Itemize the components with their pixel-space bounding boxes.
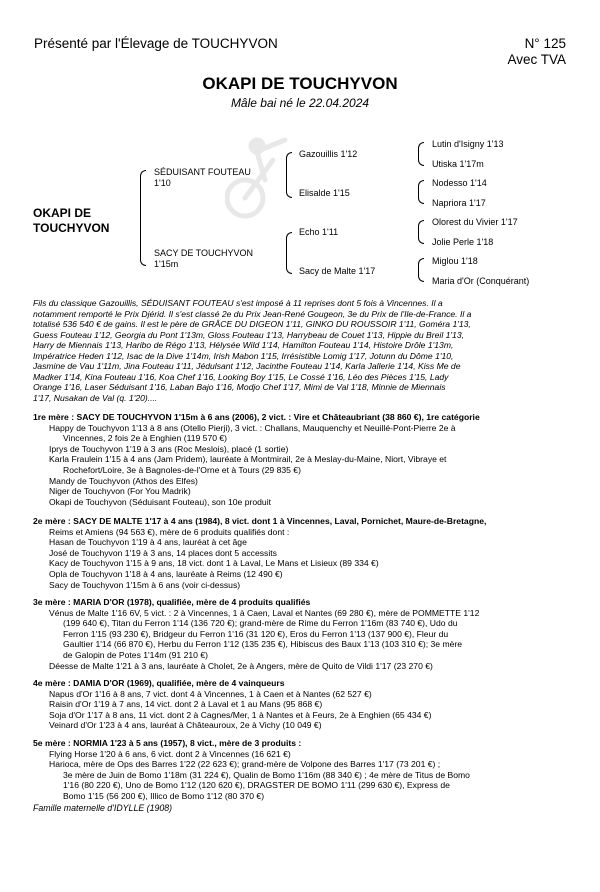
sire-sire: Gazouillis 1'12 <box>299 149 358 159</box>
list-item: Vénus de Malte 1'16 6V, 5 vict. : 2 à Vincennes, 1 à Caen, Laval et Nantes (69 280 €), mère de POMMETTE 1'12 <box>49 607 480 618</box>
list-item: Déesse de Malte 1'21 à 3 ans, lauréate à Cholet, 2e à Angers, mère de Quito de Vildi 1'17 (23 270 €) <box>49 660 433 671</box>
birth-info: Mâle bai né le 22.04.2024 <box>230 96 370 110</box>
maternal-section-4 <box>33 678 567 731</box>
intro-line: Impératrice Heden 1'12, Isac de la Dive 1'14m, Irish Mabon 1'15, Irrésistible Lomig 1'17, Jotunn du Dôme 1'10, <box>33 350 454 361</box>
section-heading: 5e mère : NORMIA 1'23 à 5 ans (1957), 8 vict., mère de 3 produits : <box>33 738 302 748</box>
section-heading: 2e mère : SACY DE MALTE 1'17 à 4 ans (1984), 8 vict. dont 1 à Vincennes, Laval, Pornichet, Maure-de-Bretagne, <box>33 516 487 526</box>
maternal-section-2 <box>33 516 567 590</box>
sire-record: 1'10 <box>154 178 171 188</box>
list-item: Kacy de Touchyvon 1'15 à 9 ans, 18 vict. dont 1 à Laval, Le Mans et Lisieux (89 334 €) <box>49 558 379 569</box>
list-item: Reims et Amiens (94 563 €), mère de 6 produits qualifiés dont : <box>49 526 290 537</box>
pedigree-brace <box>140 170 146 266</box>
tva-label: Avec TVA <box>507 52 566 67</box>
dam-dam: Sacy de Malte 1'17 <box>299 266 376 276</box>
maternal-section-1 <box>33 412 567 507</box>
intro-line: Guess Fouteau 1'12, Georgia du Pont 1'13m, Gloss Fouteau 1'13, Harrybeau de Couet 1'13, Hippie du Breil 1'13, <box>33 329 464 340</box>
gg-0: Lutin d'Isigny 1'13 <box>432 139 504 149</box>
list-item: 3e mère de Juin de Bomo 1'18m (31 224 €), Qualin de Bomo 1'16m (88 340 €) ; 4e mère de Titus de Bomo <box>63 769 470 780</box>
gg-5: Jolie Perle 1'18 <box>432 237 494 247</box>
dam-brace <box>286 232 292 274</box>
maternal-section-3 <box>33 597 567 671</box>
gg-brace-4 <box>418 258 424 282</box>
harness-racing-sulky-icon <box>225 132 295 224</box>
sire-dam: Elisalde 1'15 <box>299 188 350 198</box>
gg-7: Maria d'Or (Conquérant) <box>432 276 530 286</box>
list-item: Niger de Touchyvon (For You Madrik) <box>49 486 191 497</box>
list-item: Bomo 1'15 (56 200 €), Illico de Bomo 1'12 (80 370 €) <box>63 790 265 801</box>
list-item: Sacy de Touchyvon 1'15m à 6 ans (voir ci-dessus) <box>49 579 241 590</box>
list-item: Vincennes, 2 fois 2e à Enghien (119 570 €) <box>63 433 228 444</box>
list-item: Veinard d'Or 1'23 à 4 ans, lauréat à Châteauroux, 2e à Vichy (10 049 €) <box>49 720 322 731</box>
maternal-family-note: Famille maternelle d'IDYLLE (1908) <box>33 803 173 813</box>
presenter-text: Présenté par l'Élevage de TOUCHYVON <box>34 36 278 51</box>
gg-3: Napriora 1'17 <box>432 198 486 208</box>
section-heading: 3e mère : MARIA D'OR (1978), qualifiée, mère de 4 produits qualifiés <box>33 597 311 607</box>
sire-name: SÉDUISANT FOUTEAU <box>154 167 251 177</box>
list-item: Flying Horse 1'20 à 6 ans, 6 vict. dont 2 à Vincennes (16 621 €) <box>49 748 291 759</box>
gg-brace-3 <box>418 220 424 244</box>
maternal-section-5 <box>33 738 567 802</box>
intro-line: Harry de Miennais 1'13, Haribo de Régo 1'13, Hélysée Wild 1'14, Hamilton Fouteau 1'14, Histoire Drôle 1'13m, <box>33 340 454 350</box>
list-item: Hasan de Touchyvon 1'19 à 4 ans, lauréat à cet âge <box>49 537 247 548</box>
list-item: Harioca, mère de Ops des Barres 1'22 (22 623 €); grand-mère de Volpone des Barres 1'17 (73 201 €) ; <box>49 759 441 770</box>
lot-number: N° 125 <box>524 36 566 51</box>
list-item: Karla Fraulein 1'15 à 4 ans (Jam Pridem), lauréate à Montmirail, 2e à Meslay-du-Maine, Niort, Vibraye et <box>49 454 447 465</box>
list-item: Opla de Touchyvon 1'18 à 4 ans, lauréate à Reims (12 490 €) <box>49 568 283 579</box>
gg-4: Olorest du Vivier 1'17 <box>432 217 518 227</box>
intro-line: 1'17, Nusakan de Val (q. 1'20).... <box>33 392 158 403</box>
list-item: Gaultier 1'14 (66 870 €), Herbu du Ferron 1'12 (135 235 €), Hibiscus des Baux 1'13 (103 310 €); 3e mère <box>63 639 463 650</box>
list-item: Rochefort/Loire, 3e à Bagnoles-de-l'Orne et à Tours (29 835 €) <box>63 464 301 475</box>
gg-brace-2 <box>418 180 424 204</box>
list-item: 1'16 (80 220 €), Uno de Bomo 1'12 (120 620 €), DRAGSTER DE BOMO 1'11 (299 630 €), Express de <box>63 780 450 791</box>
list-item: de Galopin de Potes 1'14m (91 210 €) <box>63 649 208 660</box>
page-title: OKAPI DE TOUCHYVON <box>202 74 398 93</box>
list-item: Ferron 1'15 (93 230 €), Bridgeur du Ferron 1'16 (31 120 €), Eros du Ferron 1'13 (137 900 €), Fleur du <box>63 628 449 639</box>
horse-name-line1: OKAPI DE <box>33 206 92 220</box>
intro-line: Orange 1'16, Laser Séduisant 1'16, Laban Bajo 1'16, Modjo Chef 1'17, Mimi de Val 1'18, Minnie de Miennais <box>33 382 446 392</box>
list-item: Iprys de Touchyvon 1'19 à 3 ans (Roc Meslois), placé (1 sortie) <box>49 443 289 454</box>
dam-record: 1'15m <box>154 259 179 269</box>
intro-line: totalisé 536 540 € de gains. Il est le père de GRÂCE DU DIGEON 1'11, GINKO DU ROUSSOIR 1'11, Goméra 1'13, <box>33 319 471 329</box>
section-heading: 1re mère : SACY DE TOUCHYVON 1'15m à 6 ans (2006), 2 vict. : Vire et Châteaubriant (38 860 €), 1re catégorie <box>33 412 480 422</box>
list-item: (199 640 €), Titan du Ferron 1'14 (136 720 €); grand-mère de Rime du Ferron 1'16m (83 740 €), Udo du <box>63 618 458 629</box>
sire-brace <box>286 152 292 198</box>
sire-description <box>33 298 567 403</box>
gg-6: Miglou 1'18 <box>432 256 478 266</box>
dam-name: SACY DE TOUCHYVON <box>154 248 254 258</box>
section-heading: 4e mère : DAMIA D'OR (1969), qualifiée, mère de 4 vainqueurs <box>33 678 285 688</box>
intro-line: Madker 1'14, Kina Fouteau 1'16, Koa Chef 1'16, Looking Boy 1'15, Le Cossé 1'16, Léo des Pièces 1'15, Lady <box>33 371 449 382</box>
list-item: Okapi de Touchyvon (Séduisant Fouteau), son 10e produit <box>49 496 271 507</box>
list-item: Soja d'Or 1'17 à 8 ans, 11 vict. dont 2 à Cagnes/Mer, 1 à Nantes et à Feurs, 2e à Enghien (65 434 €) <box>49 709 432 720</box>
gg-brace-1 <box>418 142 424 166</box>
gg-1: Utiska 1'17m <box>432 159 484 169</box>
list-item: Raisin d'Or 1'19 à 7 ans, 14 vict. dont 2 à Laval et 1 au Mans (95 868 €) <box>49 699 323 710</box>
list-item: José de Touchyvon 1'19 à 3 ans, 14 places dont 5 accessits <box>49 547 277 558</box>
list-item: Mandy de Touchyvon (Athos des Elfes) <box>49 475 198 486</box>
intro-line: notamment remporté le Prix Djérid. Il s'est classé 2e du Prix Jean-René Gougeon, 3e du Prix de l'Ile-de-France. Il a <box>33 308 472 319</box>
horse-name-line2: TOUCHYVON <box>33 221 110 235</box>
intro-line: Fils du classique Gazouillis, SÉDUISANT FOUTEAU s'est imposé à 11 reprises dont 5 fois à Vincennes. Il a <box>33 298 443 308</box>
list-item: Happy de Touchyvon 1'13 à 8 ans (Otello Pierji), 3 vict. : Challans, Mauquenchy et Neuillé-Pont-Pierre 2e à <box>49 422 456 433</box>
list-item: Napus d'Or 1'16 à 8 ans, 7 vict. dont 4 à Vincennes, 1 à Caen et à Nantes (62 527 €) <box>49 688 372 699</box>
gg-2: Nodesso 1'14 <box>432 178 487 188</box>
dam-sire: Echo 1'11 <box>299 227 339 237</box>
intro-line: Jasmine de Vau 1'11m, Jina Fouteau 1'11, Jédulsant 1'12, Jacinthe Fouteau 1'14, Karla Jallerie 1'14, Kiss Me de <box>33 361 461 371</box>
